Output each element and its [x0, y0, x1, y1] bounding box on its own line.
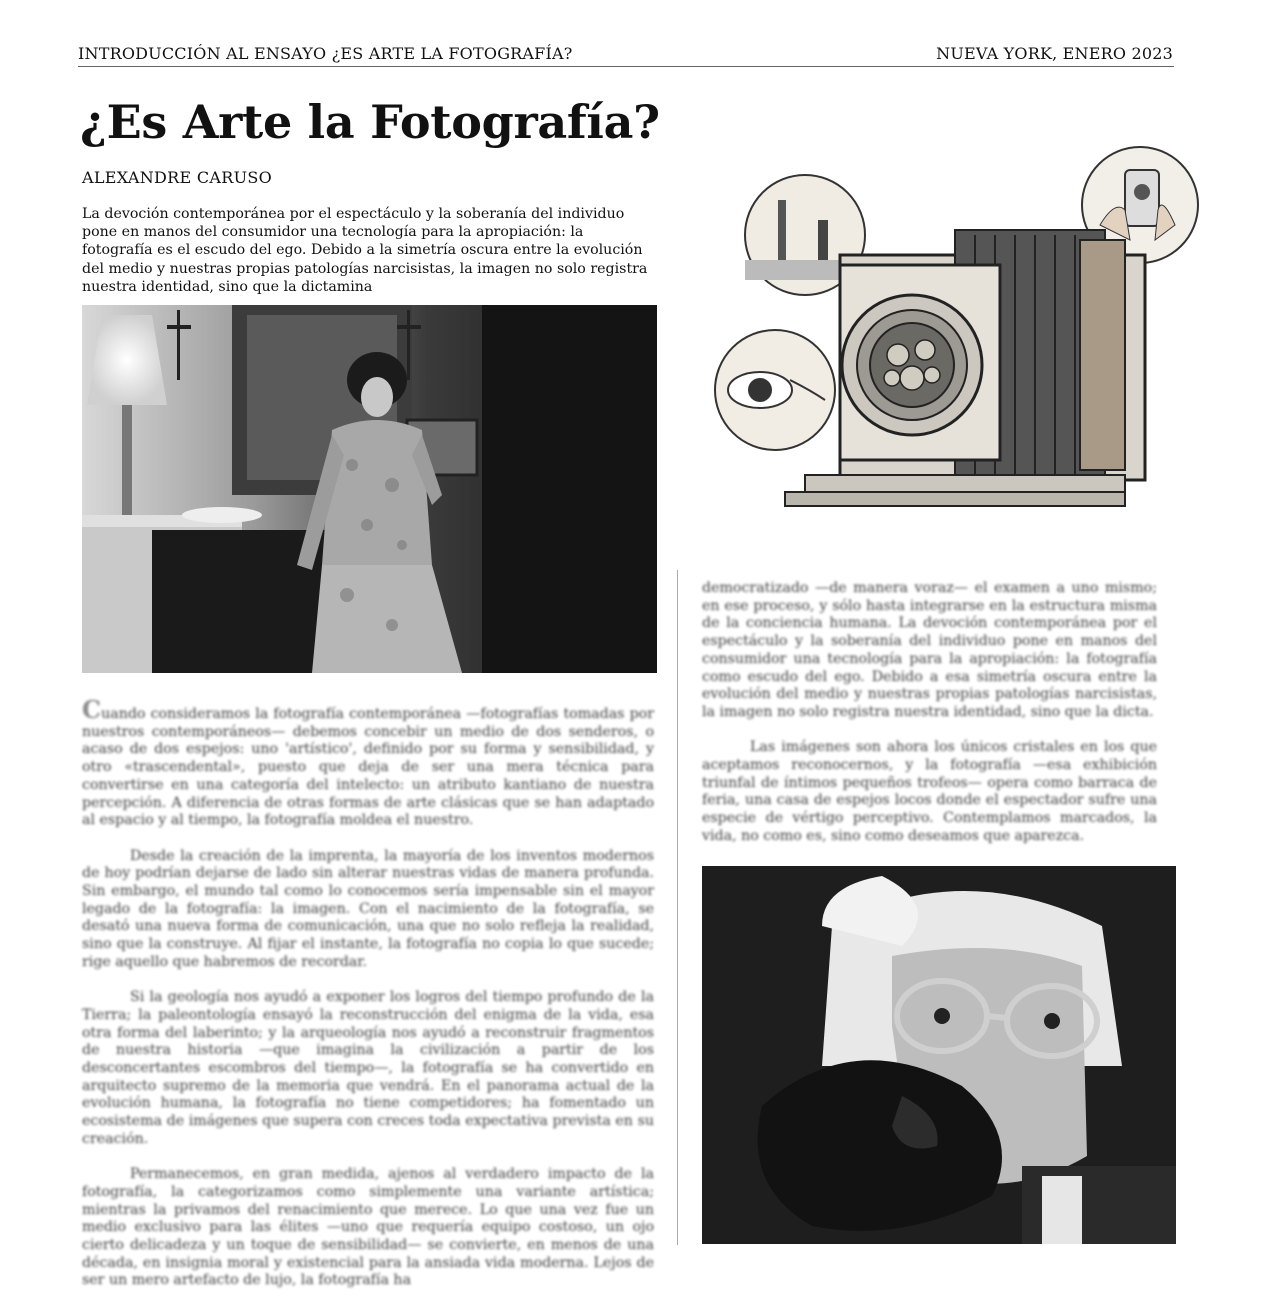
camera-illustration-image: [700, 140, 1230, 525]
column-divider: [677, 570, 678, 1245]
right-paragraph-2: Las imágenes son ahora los únicos cristales en los que aceptamos reconocernos, y la fotografía —esa exhibición triunfal de íntimos pequeños trofeos— opera como barraca de feria, una casa de espejos locos donde el espectador sufre una especie de vértigo perceptivo. Contemplamos marcados, la vida, no como es, sino como deseamos que aparezca.: [702, 739, 1157, 844]
camera-illustration: [700, 140, 1230, 525]
article-title: ¿Es Arte la Fotografía?: [80, 95, 660, 149]
left-paragraph-4: Permanecemos, en gran medida, ajenos al verdadero impacto de la fotografía, la categorizamos como simplemente una variante artística; mientras la privamos del renacimiento que merece. Lo que una vez fue un medio exclusivo para las élites —uno que requería equipo costoso, un ojo cierto delicadeza y un toque de sensibilidad— se convierte, en menos de una década, en insignia moral y existencial para la ansiada vida moderna. Lejos de ser un mero artefacto de lujo, la fotografía ha: [82, 1166, 654, 1289]
portrait-woman-photo: [82, 305, 657, 673]
right-column-text: [702, 580, 1157, 863]
portrait-man-image: [702, 866, 1176, 1244]
left-paragraph-2: Desde la creación de la imprenta, la mayoría de los inventos modernos de hoy podrían dejarse de lado sin alterar nuestras vidas de manera profunda. Sin embargo, el mundo tal como lo conocemos sería impensable sin el mayor legado de la fotografía: la imagen. Con el nacimiento de la fotografía, se desató una nueva forma de comunicación, una que no solo refleja la realidad, sino que la construye. Al fijar el instante, la fotografía no copia lo que sucede; rige aquello que habremos de recordar.: [82, 847, 654, 970]
portrait-man-photo: [702, 866, 1176, 1244]
left-paragraph-1-text: uando consideramos la fotografía contemporánea —fotografías tomadas por nuestros contemporáneos— debemos concebir un medio de dos senderos, o acaso de dos espejos: uno 'artístico', definido por su forma y sensibilidad, y otro «trascendental», puesto que deja de ser una mera técnica para convertirse en una categoría del intelecto: un atributo kantiano de nuestra percepción. A diferencia de otras formas de arte clásicas que se han adaptado al espacio y al tiempo, la fotografía moldea el nuestro.: [82, 706, 654, 829]
portrait-woman-image: [82, 305, 657, 673]
left-column-text: [82, 695, 654, 1308]
header-rule: [78, 66, 1174, 67]
right-paragraph-1: democratizado —de manera voraz— el examen a uno mismo; en ese proceso, y sólo hasta integrarse en la estructura misma de la conciencia humana. La devoción contemporánea por el espectáculo y la soberanía del individuo pone en manos del consumidor una tecnología para la apropiación: la fotografía como escudo del ego. Debido a esa simetría oscura entre la evolución del medio y nuestras propias patologías narcisistas, la imagen no solo registra nuestra identidad, sino que la dicta.: [702, 580, 1157, 720]
left-paragraph-1: [82, 695, 654, 830]
drop-cap: C: [82, 695, 102, 724]
running-header-right: NUEVA YORK, ENERO 2023: [936, 44, 1173, 63]
left-paragraph-3: Si la geología nos ayudó a exponer los logros del tiempo profundo de la Tierra; la paleontología ensayó la reconstrucción del enigma de la vida, esa otra forma del laberinto; y la arqueología nos ayudó a reconstruir fragmentos de nuestra historia —que imagina la civilización a partir de los desconcertantes escombros del tiempo—, la fotografía se ha convertido en arquitecto supremo de la memoria que vendrá. En el panorama actual de la evolución humana, la fotografía no tiene competidores; ha fomentado un ecosistema de imágenes que supera con creces toda expectativa prevista en su creación.: [82, 989, 654, 1147]
article-lede: La devoción contemporánea por el espectáculo y la soberanía del individuo pone en manos del consumidor una tecnología para la apropiación: la fotografía es el escudo del ego. Debido a la simetría oscura entre la evolución del medio y nuestras propias patologías narcisistas, la imagen no solo registra nuestra identidad, sino que la dictamina: [82, 206, 648, 295]
running-header-left: INTRODUCCIÓN AL ENSAYO ¿ES ARTE LA FOTOGRAFÍA?: [78, 44, 573, 63]
article-author: ALEXANDRE CARUSO: [82, 168, 273, 187]
